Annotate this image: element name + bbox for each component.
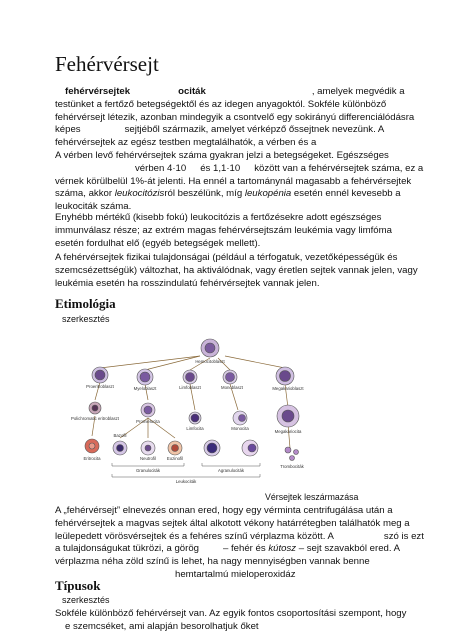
- svg-text:Megakariocita: Megakariocita: [274, 429, 302, 434]
- term-leukocyte: fehérvérsejtek: [65, 86, 131, 97]
- svg-text:Monoblaszt: Monoblaszt: [221, 385, 243, 390]
- edit-link-etimologia[interactable]: szerkesztés: [62, 314, 110, 324]
- label-agranulocytes: Agranulociták: [217, 468, 245, 473]
- section-heading-etimologia: Etimológia: [55, 296, 116, 311]
- page-title: Fehérvérsejt: [55, 52, 159, 76]
- figure-caption: Vérsejtek leszármazása: [265, 492, 359, 502]
- paragraph-physical-properties: A fehérvérsejtek fizikai tulajdonságai (például a térfogatuk, vezetőképességük és szemcsézettségük) változhat, ha aktiválódnak, vagy éretlen sejtek vannak jelen, vagy leukémia esetén ha rosszindulatú fehérvérsejtek vannak jelen.: [55, 252, 418, 289]
- term-leukopenia: leukopénia: [244, 188, 292, 200]
- paragraph-types: Sokféle különböző fehérvérsejt van. Az egyik fontos csoportosítási szempont, hogy e szemcséket, ami alapján besorolhatjuk őket: [55, 608, 407, 632]
- label-leukocytes: Leukociták: [175, 479, 197, 484]
- svg-text:Monocita: Monocita: [231, 426, 249, 431]
- term-ocitak: ociták: [178, 86, 206, 97]
- svg-text:Promielocita: Promielocita: [136, 419, 160, 424]
- paragraph-etymology: A „fehérvérsejt” elnevezés onnan ered, hogy egy vérminta centrifugálása után a fehérvérsejtek a magvas sejtek által alkotott vékony határrétegben találhatók meg a leülepedett vörösvérsejtek és a fehéres színű vérplazma között. A szó is ezt a tulajdonságukat tükrözi, a görög – fehér és kútosz – sejt szavakból ered. A vérplazma néha zöld színű is lehet, ha nagy mennyiségben vannak benne hemtartalmú mieloperoxidáz: [55, 505, 424, 580]
- svg-text:Myeloblaszt: Myeloblaszt: [133, 386, 157, 391]
- svg-text:Limfoblaszt: Limfoblaszt: [179, 385, 201, 390]
- hematopoiesis-diagram: [60, 338, 370, 496]
- term-leukocytosis: leukocitózis: [114, 188, 165, 200]
- svg-text:Limfocita: Limfocita: [186, 426, 204, 431]
- svg-text:Proeritroblaszt: Proeritroblaszt: [86, 384, 114, 389]
- label-granulocytes: Granulociták: [135, 468, 161, 473]
- intro-paragraph: fehérvérsejtek ociták , amelyek megvédik a testünket a fertőző betegségektől és az idegen anyagoktól. Sokféle különböző fehérvérsejt létezik, azonban mindegyik a csontvelő egy sokirányú differenciálódásra képes sejtjéből származik, amelyet vérképző őssejtnek nevezünk. A fehérvérsejtek az egész testben megtalálhatók, a vérben és a: [55, 86, 415, 149]
- paragraph-blood-count: A vérben levő fehérvérsejtek száma gyakran jelzi a betegségeket. Egészséges vérben 4·10 és 1,1·10 között van a fehérvérsejtek száma, ez a vérnek körülbelül 1%-át jelenti. Ha ennél a tartománynál magasabb a fehérvérsejtek száma, akkor leukocitózisról beszélünk, míg leukopénia esetén ennél kevesebb a leukociták száma.: [55, 150, 424, 213]
- svg-text:Polichromatic eritroblaszt: Polichromatic eritroblaszt: [71, 416, 119, 421]
- svg-text:Eritrocita: Eritrocita: [83, 456, 101, 461]
- svg-text:Eozinofil: Eozinofil: [166, 456, 184, 461]
- paragraph-leukocytosis: Enyhébb mértékű (kisebb fokú) leukocitózis a fertőzésekre adott egészséges immunválasz része; az extrém magas fehérvérsejtszám leukémia vagy limfóma esetén fordulhat elő (egyéb betegségek mellett).: [55, 212, 392, 249]
- edit-link-tipusok[interactable]: szerkesztés: [62, 595, 110, 605]
- section-heading-tipusok: Típusok: [55, 578, 101, 593]
- svg-text:Hemocitoblaszt: Hemocitoblaszt: [195, 359, 225, 364]
- svg-text:Bazofil: Bazofil: [113, 433, 127, 438]
- svg-text:Megakarioblaszt: Megakarioblaszt: [272, 386, 304, 391]
- svg-text:Trombociták: Trombociták: [280, 464, 304, 469]
- svg-text:Neutrofil: Neutrofil: [139, 456, 157, 461]
